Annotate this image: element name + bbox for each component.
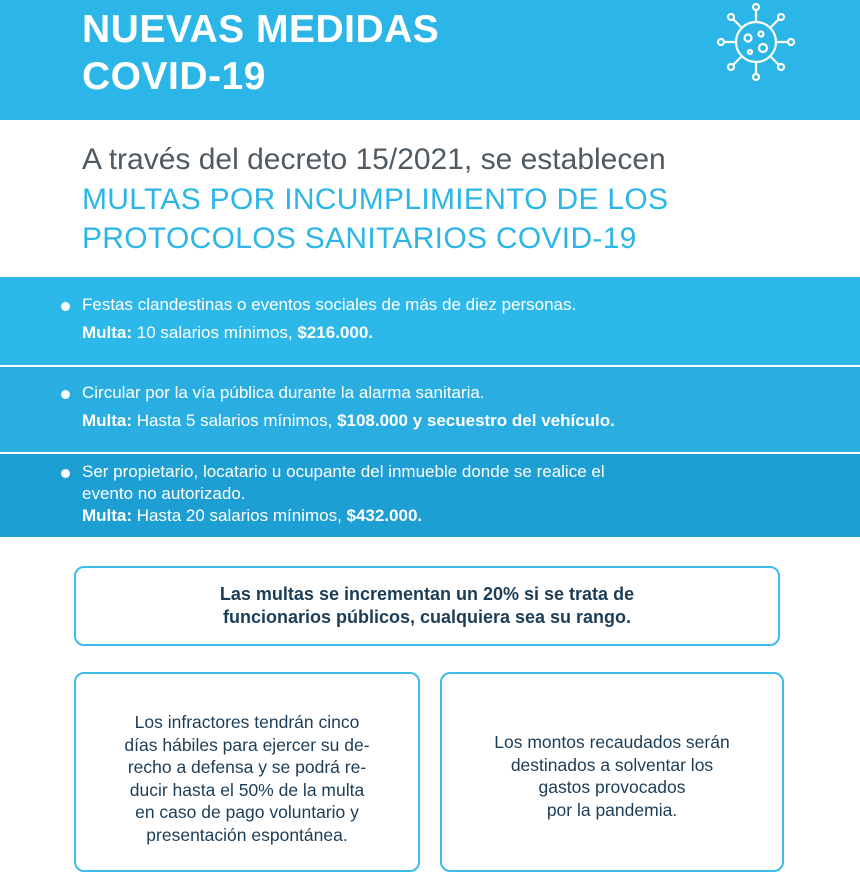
fine-amount: $432.000. (346, 506, 423, 525)
fine-detail-text: Hasta 5 salarios mínimos, (132, 411, 338, 430)
intro-highlight (82, 180, 842, 258)
increase-note-line-1: Las multas se incrementan un 20% si se trata de (219, 584, 635, 604)
fine-label: Multa: (82, 323, 133, 342)
funds-info-box (440, 672, 784, 872)
title-line-1: NUEVAS MEDIDAS (82, 8, 440, 51)
fine-band-1 (0, 277, 860, 365)
fine-amount: $216.000. (297, 323, 374, 342)
fine-description: Festas clandestinas o eventos sociales de más de diez personas. (82, 295, 577, 314)
bullet-icon (61, 469, 70, 478)
defense-info-line: presentación espontánea. (146, 824, 348, 845)
increase-note (167, 583, 687, 629)
defense-info-text (76, 711, 418, 846)
fine-detail (82, 322, 820, 344)
page-title (82, 6, 439, 100)
fine-item-2 (82, 382, 820, 432)
intro-highlight-line-1: MULTAS POR INCUMPLIMIENTO DE LOS (82, 183, 669, 216)
fine-detail (82, 505, 820, 527)
fine-band-3 (0, 454, 860, 537)
header-banner (0, 0, 860, 120)
funds-info-line: por la pandemia. (546, 799, 678, 820)
fine-detail (82, 410, 820, 432)
virus-icon (708, 0, 804, 86)
fine-description-line-2: evento no autorizado. (82, 484, 246, 503)
bullet-icon (61, 390, 70, 399)
defense-info-line: ducir hasta el 50% de la multa (129, 779, 365, 800)
bullet-icon (61, 302, 70, 311)
funds-info-text (442, 731, 782, 821)
funds-info-line: Los montos recaudados serán (494, 732, 730, 752)
defense-info-box (74, 672, 420, 872)
fine-item-3 (82, 461, 820, 527)
funds-info-line: gastos provocados (538, 777, 686, 797)
fine-description-line-1: Ser propietario, locatario u ocupante del inmueble donde se realice el (82, 462, 605, 481)
increase-note-line-2: funcionarios públicos, cualquiera sea su rango. (222, 607, 632, 627)
defense-info-line: Los infractores tendrán cinco (134, 712, 360, 732)
intro-text: A través del decreto 15/2021, se establecen (82, 143, 666, 176)
intro-highlight-line-2: PROTOCOLOS SANITARIOS COVID-19 (82, 222, 637, 255)
fine-label: Multa: (82, 506, 133, 525)
fine-band-2 (0, 367, 860, 452)
funds-info-line: destinados a solventar los (510, 754, 714, 775)
fine-description (82, 461, 820, 505)
title-line-2: COVID-19 (82, 55, 266, 98)
fine-detail-text: Hasta 20 salarios mínimos, (132, 506, 347, 525)
defense-info-line: recho a defensa y se podrá re- (127, 757, 367, 777)
fine-description: Circular por la vía pública durante la alarma sanitaria. (82, 383, 485, 402)
fine-amount: $108.000 y secuestro del vehículo. (337, 411, 615, 430)
defense-info-line: en caso de pago voluntario y (135, 802, 359, 822)
increase-note-box (74, 566, 780, 646)
intro-section (82, 142, 842, 258)
fine-item-1 (82, 294, 820, 344)
fine-detail-text: 10 salarios mínimos, (132, 323, 298, 342)
fine-label: Multa: (82, 411, 133, 430)
defense-info-line: días hábiles para ejercer su de- (124, 734, 370, 755)
